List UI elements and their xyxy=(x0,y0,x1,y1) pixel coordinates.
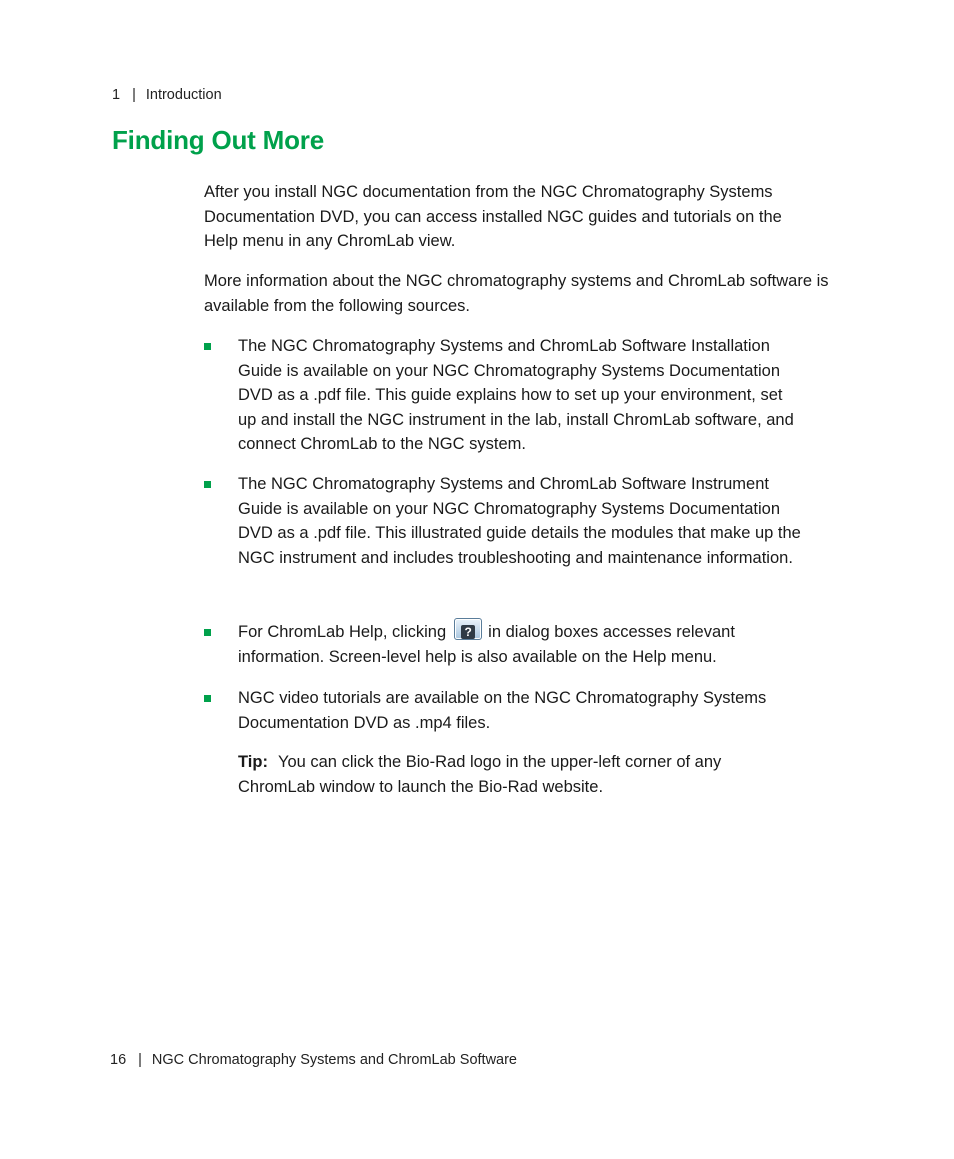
page-number: 16 xyxy=(110,1052,127,1068)
help-text-after: in dialog boxes accesses relevant information. Screen-level help is also available on the Help menu. xyxy=(238,623,735,666)
square-bullet-icon xyxy=(204,481,211,488)
square-bullet-icon xyxy=(204,695,211,702)
footer-separator: | xyxy=(138,1052,142,1068)
square-bullet-icon xyxy=(204,629,211,636)
list-item-text xyxy=(238,620,804,669)
running-footer xyxy=(110,1052,517,1068)
list-item-video-tutorials xyxy=(204,686,804,735)
running-header xyxy=(112,87,222,103)
help-question-icon xyxy=(454,618,482,640)
square-bullet-icon xyxy=(204,343,211,350)
paragraph-text: After you install NGC documentation from the NGC Chromatography Systems Documentation DVD, you can access installed NGC guides and tutorials on the Help menu in any ChromLab view. xyxy=(204,183,782,251)
book-title: NGC Chromatography Systems and ChromLab Software xyxy=(151,1052,517,1068)
chapter-title: Introduction xyxy=(145,87,222,103)
section-title: Finding Out More xyxy=(112,125,324,155)
intro-paragraph xyxy=(204,180,814,254)
list-item-text: NGC video tutorials are available on the NGC Chromatography Systems Documentation DVD as .mp4 files. xyxy=(238,689,767,732)
list-item-instrument-guide xyxy=(204,472,804,570)
list-item-text: The NGC Chromatography Systems and ChromLab Software Instrument Guide is available on your NGC Chromatography Systems Documentation DVD as a .pdf file. This illustrated guide details the modules that make up the NGC instrument and includes troubleshooting and maintenance information. xyxy=(238,475,801,567)
help-question-glyph: ? xyxy=(461,625,475,639)
tip-text: You can click the Bio-Rad logo in the upper-left corner of any ChromLab window to launch the Bio-Rad website. xyxy=(238,753,722,796)
help-text-before: For ChromLab Help, clicking xyxy=(238,623,447,641)
header-separator: | xyxy=(132,87,136,103)
list-item-text: The NGC Chromatography Systems and ChromLab Software Installation Guide is available on your NGC Chromatography Systems Documentation DVD as a .pdf file. This guide explains how to set up your environment, set up and install the NGC instrument in the lab, install ChromLab software, and connect ChromLab to the NGC system. xyxy=(238,337,794,454)
chapter-number: 1 xyxy=(112,87,121,103)
list-item-chromlab-help xyxy=(204,620,804,669)
tip-label: Tip: xyxy=(238,753,268,771)
tip-note xyxy=(238,750,798,799)
sources-paragraph xyxy=(204,269,844,318)
paragraph-text: More information about the NGC chromatography systems and ChromLab software is available from the following sources. xyxy=(204,272,829,315)
list-item-installation-guide xyxy=(204,334,804,457)
